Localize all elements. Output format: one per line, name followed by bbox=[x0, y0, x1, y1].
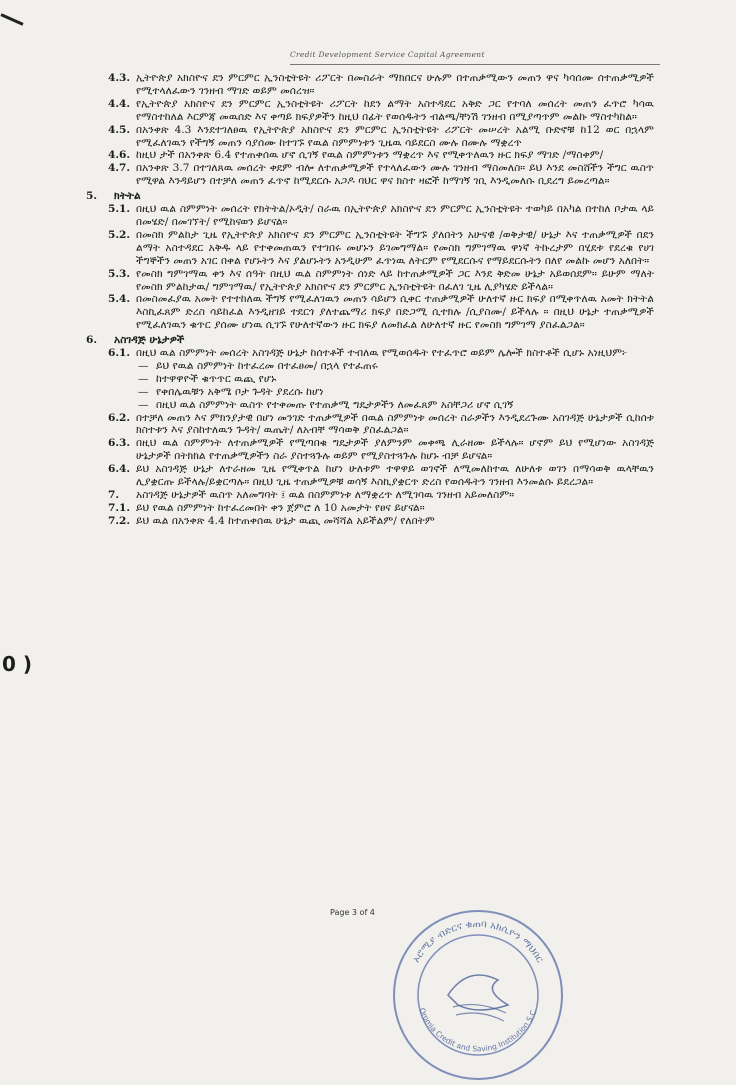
clause-text: የመስክ ግምገማዉ ቀን እና ሰዓት በዚህ ዉል ስምምነት ሰነድ ላይ ከተጠቃሚዎች ጋር እንደ ቅድመ ሁኔታ አይወሰደም። ይሁም ማለት የመስክ ምልከታዉ/ ግምገማዉ/ የኢትዮጵያ አክስዮና ደን ምርምር ኢንስቲትዩት በፈለገ ጊዜ ሊያካሄድ ይችላል። bbox=[136, 267, 654, 293]
clause bbox=[86, 489, 654, 502]
clause-text: በዚህ ዉል ስምምነት መሰረት የክትትል/ኦዲት/ ስራዉ በኢትዮጵያ አክስዮና ደን ምርምር ኢንስቲትዩት ተወካይ በአካል በተከለ ቦታዉ ላይ በመሄድ/ በመገኘት/ የሚከናወን ይሆናል። bbox=[136, 203, 654, 228]
clause-text: በአንቀጽ 4.3 እንደተገለፀዉ የኢትዮጵያ አክስዮና ደን ምርምር ኢንስቲትዩት ሪፖርት መሠረት አልሚ ቡድኖቹ ከ12 ወር በኋላም የሚፈለገዉን የችግኝ መጠን ሳያሰሙ ከተገኙ የዉል ስምምነቱን ጊዜዉ ሳይደርስ ሙሉ በሙሉ ማቋረጥ bbox=[136, 123, 654, 149]
clause-text: አስገዳጅ ሁኔታዎች ዉስጥ አለመግባት ፤ ዉል በስምምነቱ ለማቋረጥ ለሚገባዉ ገንዘብ አይመለስም። bbox=[136, 489, 515, 501]
clause bbox=[86, 98, 654, 124]
clause bbox=[86, 463, 654, 489]
clause bbox=[86, 72, 654, 98]
clause-number: 5.3. bbox=[108, 267, 131, 280]
clause-number: 4.6. bbox=[108, 149, 131, 162]
clause bbox=[86, 162, 654, 188]
dash-icon: — bbox=[138, 398, 149, 411]
bullet-item bbox=[138, 386, 654, 399]
clause bbox=[86, 515, 654, 528]
bullet-list bbox=[86, 360, 654, 412]
clause-number: 6.3. bbox=[108, 437, 131, 450]
seal-english-text: Oromia Credit and Saving Institution S.C. bbox=[417, 1006, 539, 1054]
clause-number: 6.1. bbox=[108, 347, 131, 360]
section-number: 5. bbox=[86, 190, 98, 203]
clause bbox=[86, 412, 654, 438]
clause bbox=[86, 203, 654, 229]
clause-text: በዚህ ዉል ስምምነት መሰረት አስገዳጅ ሁኔታ ከሰተቶች ተብለዉ የሚወሰዱት የተፈጥሮ ወይም ሌሎች ክስተቶች ሲሆኑ አነዚህም፦ bbox=[136, 347, 628, 360]
clause-number: 5.1. bbox=[108, 203, 131, 216]
institution-seal bbox=[388, 905, 568, 1085]
section-number: 6. bbox=[86, 334, 98, 347]
clause-text: የኢትዮጵያ አክስዮና ደን ምርምር ኢንስቲትዩት ሪፖርት ከደን ልማት አስተዳደር አቅድ ጋር የተባለ መሰረት መጠን ፈጥሮ ካሳዉ የማስተከለል እርምጃ መዉሰድ እና ቀጣይ ክፍያዎችን ከዚህ በፊት የወሰዱትን ብልጫ/ቸነሽ ገንዘብ በሚያጣጥም መልኩ ማስተካከል። bbox=[136, 97, 654, 123]
clause-number: 7.1. bbox=[108, 501, 131, 514]
clause-text: ይህ የዉል ስምምነት ከተፈረመበት ቀን ጀምሮ ለ 10 አመታት የፀና ይሆናል። bbox=[136, 501, 425, 514]
document-body bbox=[86, 72, 654, 528]
clause-text: በመስክ ምልከታ ጊዜ የኢትዮጵያ አክስዮና ደን ምርምር ኢንስቲትዩት ችግኙ ያለበትን አሁናዊ /ወቅታዊ/ ሁኔታ እና ተጠቃሚዎች በደን ልማት አስተዳደር አቅዱ ላይ የተቀመጠዉን የተገበሩ መሆኑን ይገመግማል። የመስክ ግምገማዉ ዋነኛ ትኩረታም በሂደቱ የደረቁ የሀገ ችግኞችን መጠን አገር በቀል የሆኑትን እና ያልሆኑትን አንዲሁም ፈጥነዉ ለትርም የሚደርሱና የማይደርሱትን በለየ መልኩ መሆን አለበት። bbox=[136, 228, 654, 267]
dash-icon: — bbox=[138, 372, 149, 385]
running-head: Credit Development Service Capital Agreement bbox=[290, 50, 660, 65]
bullet-text: የቀበሌዉቹን አቅሜ ቦታ ጉዳት ያደረሱ ከሆነ bbox=[156, 385, 324, 398]
clause-text: በመስመፈያዉ አመት የተተከለዉ ችግኝ የሚፈለገዉን መጠን ሳይሆን ሲቀር ተጠቃሚዎች ሁለተኛ ዙር ክፍያ በሚቀጥለዉ አመት ክትትል እስኪፈጸም ድረስ ሳይከፈል እንዲዘገይ ተደርጎ ያለተጨማሪ ክፍያ በድጋሚ ሲተክሉ /ሲያስሙ/ ይችላሉ ። በዚህ ሁኔታ ተጠቃሚዎች የሚፈለገዉን ቁጥር ያሰሙ ሆነዉ ሲገኙ የሁለተኛውን ዙር ክፍያ ለመክፈል ለሁለተኛ ዙር የመስክ ግምገማ ያስፈልጋል። bbox=[136, 293, 654, 332]
clause-number: 5.2. bbox=[108, 228, 131, 241]
bullet-item bbox=[138, 399, 654, 412]
faint-smudge bbox=[470, 558, 550, 580]
clause bbox=[86, 502, 654, 515]
clause bbox=[86, 347, 654, 360]
clause bbox=[86, 293, 654, 332]
bullet-item bbox=[138, 373, 654, 386]
clause-number: 6.4. bbox=[108, 463, 131, 476]
margin-mark-text: 0 ) bbox=[2, 652, 33, 676]
margin-scribble bbox=[0, 13, 23, 26]
clause-number: 6.2. bbox=[108, 411, 131, 424]
clause-text: በአንቀጽ 3.7 በተገለጸዉ መሰረት ቀደም ብሎ ለተጠቃሚዎች የተላለፈውን ሙሉ ገንዘብ ማስመለስ። ይህ እንደ መስሸችን ችግር ዉስጥ የሚዋል እንዳይሆን በተቻለ መጠን ፈጥኖ ከሚደርሱ አጋዶ ባህር ዋና ክስተ ዛፎች ከማገኝ ገቢ እንዲመለሱ ቢደረግ ይመረጣል። bbox=[136, 162, 654, 188]
bullet-text: ይህ የዉል ስምምነት ከተፈረመ በተፈፀመ/ በኋላ የተፈጠሩ bbox=[156, 359, 378, 372]
bullet-text: ከተዋዋዮች ቁጥጥር ዉጪ የሆኑ bbox=[156, 372, 277, 385]
clause-text: ኢትዮጵያ አክስዮና ደን ምርምር ኢንስቲትዩት ሪፖርት በመስራት ማክበርና ሁሉም በተጠቃሚውን መጠን ዋና ካሳሰሙ ሰተጠቃሚዎች የሚተላለፈውን ገንዘብ ማገድ ወይም መሰረዝ። bbox=[136, 72, 654, 97]
clause bbox=[86, 437, 654, 463]
clause bbox=[86, 124, 654, 150]
section-title: አስገዳጅ ሁኔታዎች bbox=[114, 334, 185, 347]
clause bbox=[86, 149, 654, 162]
section-title: ክትትል bbox=[114, 190, 141, 203]
clause-number: 4.7. bbox=[108, 162, 131, 175]
clause-text: ይህ ዉል በአንቀጽ 4.4 ከተጠቀሰዉ ሁኔታ ዉጪ መሻሻል አይችልም/ የለበትም bbox=[136, 514, 435, 527]
clause-text: በተቻለ መጠን እና ምክንያታዊ በሆነ መንገድ ተጠቃሚዎች በዉል ስምምነቱ መሰረት ስራዎችን እንዲደረጉሙ አስገዳጅ ሁኔታዎች ሲከሰቱ ክስተቱን እና ያስከተለዉን ጉዳት/ ዉጤት/ ለአብቸ ማሳወቅ ያስፈልጋል። bbox=[136, 411, 654, 437]
clause bbox=[86, 268, 654, 294]
page-number: Page 3 of 4 bbox=[330, 908, 375, 917]
clause-number: 4.4. bbox=[108, 97, 131, 110]
section-heading bbox=[86, 190, 654, 203]
clause-number: 5.4. bbox=[108, 293, 131, 306]
clause-text: ከዚህ ታች በአንቀጽ 6.4 የተጠቀሰዉ ሆኖ ሲገኝ የዉል ስምምነቱን ማቋረጥ እና የሚቀጥለዉን ዙር ክፍያ ማገድ /ማስቀም/ bbox=[136, 149, 604, 162]
clause-number: 7.2. bbox=[108, 514, 131, 527]
dash-icon: — bbox=[138, 385, 149, 398]
clause-number: 7. bbox=[108, 489, 120, 501]
clause-number: 4.5. bbox=[108, 123, 131, 136]
clause-text: ይህ አስገዳጅ ሁኔታ ለተራዘመ ጊዜ የሚቀጥል ከሆነ ሁለቱም ተዋዋይ ወገኖች ለሚመለከተዉ ለሁለቱ ወገን በማሳወቅ ዉላቸዉን ሊያቋርጡ ይችላሉ/ይቋርጣሉ። በዚህ ጊዜ ተጠቃሚዎቹ ወሳኝ እስኪያቋርጥ ድረስ የወሰዱትን ገንዘብ እንመልሱ ይደረጋል። bbox=[136, 463, 654, 489]
clause bbox=[86, 229, 654, 268]
section-heading bbox=[86, 334, 654, 347]
seal-amharic-text: ኦሮሚያ ብድርና ቁጠባ አክሲዮን ማህበር bbox=[410, 918, 546, 965]
dash-icon: — bbox=[138, 359, 149, 372]
clause-text: በዚህ ዉል ስምምነት ለተጠቃሚዎች የሚጣበቁ ግዴታዎች ያለምንም መቀጫ ሊራዘሙ ይችላሉ። ሆኖም ይህ የሚሆነው አስገዳጅ ሁኔታዎች በትክክል የተጠቃሚዎችን ስራ ያስተጓጉሉ ወይም የሚያስተጓጉሉ ከሆኑ ብቻ ይሆናል። bbox=[136, 437, 654, 463]
bullet-text: በዚህ ዉል ስምምነት ዉስጥ የተቀመጡ የተጠቃሚ ግዴታዎችን ለመፈጸም አስቸጋሪ ሆኖ ሲገኝ bbox=[156, 398, 514, 411]
bullet-item bbox=[138, 360, 654, 373]
clause-number: 4.3. bbox=[108, 72, 131, 84]
